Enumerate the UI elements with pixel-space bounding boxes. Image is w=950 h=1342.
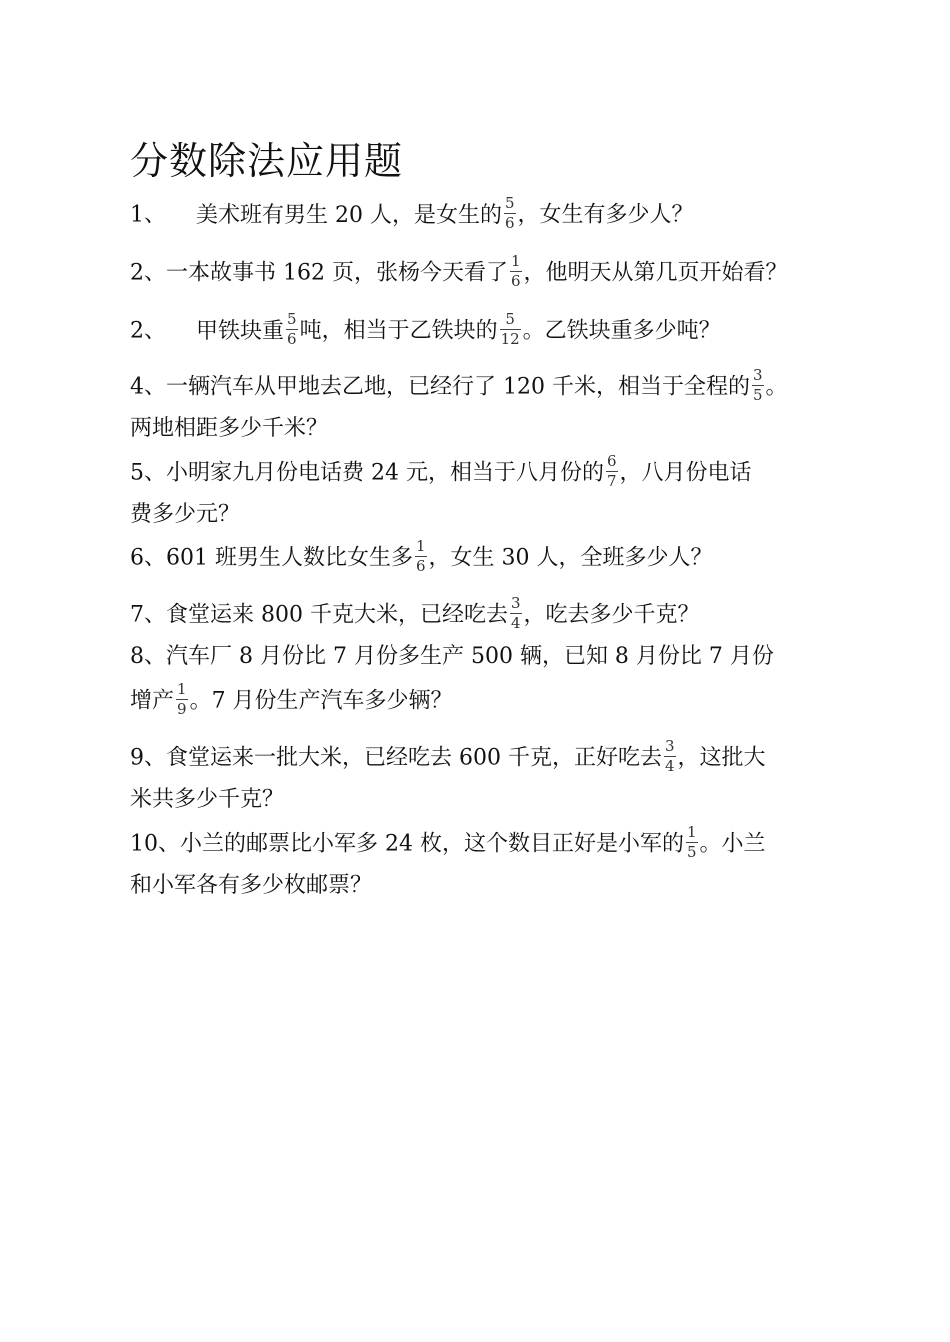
question-9 (130, 737, 766, 777)
fraction-3-5 (752, 367, 764, 404)
question-6-text-a: 6、601 班男生人数比女生多 (130, 545, 413, 571)
question-5-continued: 费多少元？ (130, 502, 241, 527)
question-3-text-a: 甲铁块重 (196, 318, 285, 344)
fraction-1-5 (686, 824, 698, 861)
question-10-text-b: 。小兰 (699, 831, 766, 857)
fraction-denominator: 12 (500, 330, 520, 348)
question-6 (130, 537, 713, 577)
fraction-1-6 (415, 538, 427, 575)
question-3-number: 2、 (130, 318, 166, 344)
fraction-denominator: 7 (606, 472, 617, 490)
fraction-numerator: 1 (510, 252, 521, 270)
fraction-numerator: 1 (415, 537, 426, 555)
fraction-numerator: 1 (686, 823, 697, 841)
question-2-text-a: 2、一本故事书 162 页，张杨今天看了 (130, 260, 508, 286)
question-4-continued: 两地相距多少千米？ (130, 416, 329, 441)
question-1-text-a: 美术班有男生 20 人，是女生的 (196, 202, 502, 228)
question-3-text-c: 。乙铁块重多少吨？ (522, 318, 721, 344)
question-1 (130, 194, 694, 234)
question-4-text-b: 。 (765, 374, 788, 400)
fraction-denominator: 4 (510, 614, 521, 632)
question-2 (130, 252, 788, 292)
fraction-numerator: 5 (504, 194, 515, 212)
fraction-numerator: 5 (287, 310, 297, 328)
question-3 (130, 310, 721, 350)
question-1-number: 1、 (130, 202, 166, 228)
question-1-text-b: ，女生有多少人？ (517, 202, 694, 228)
fraction-1-6 (510, 253, 522, 290)
fraction-denominator: 6 (287, 330, 297, 348)
question-5-text-a: 5、小明家九月份电话费 24 元，相当于八月份的 (130, 460, 604, 486)
fraction-3-4 (510, 595, 522, 632)
question-10 (130, 823, 766, 863)
question-2-text-b: ，他明天从第几页开始看？ (523, 260, 788, 286)
question-8-text-c: 。7 月份生产汽车多少辆？ (189, 688, 453, 714)
fraction-numerator: 3 (664, 737, 675, 755)
fraction-denominator: 6 (415, 557, 426, 575)
question-5 (130, 452, 752, 492)
fraction-denominator: 9 (177, 700, 187, 718)
question-8-continued (130, 680, 453, 720)
question-4 (130, 366, 788, 406)
fraction-denominator: 6 (504, 214, 515, 232)
fraction-numerator: 3 (752, 366, 763, 384)
question-7 (130, 594, 700, 634)
fraction-denominator: 6 (510, 272, 521, 290)
question-7-text-a: 7、食堂运来 800 千克大米，已经吃去 (130, 602, 508, 628)
fraction-numerator: 6 (606, 452, 617, 470)
fraction-denominator: 5 (686, 843, 697, 861)
fraction-6-7 (606, 453, 618, 490)
fraction-numerator: 1 (177, 680, 187, 698)
fraction-denominator: 4 (664, 757, 675, 775)
question-9-text-b: ，这批大 (677, 745, 766, 771)
question-3-text-b: 吨，相当于乙铁块的 (299, 318, 498, 344)
fraction-numerator: 3 (510, 594, 521, 612)
question-4-text-a: 4、一辆汽车从甲地去乙地，已经行了 120 千米，相当于全程的 (130, 374, 750, 400)
fraction-denominator: 5 (752, 386, 763, 404)
question-8: 8、汽车厂 8 月份比 7 月份多生产 500 辆，已知 8 月份比 7 月份 (130, 644, 774, 669)
question-6-text-b: ，女生 30 人，全班多少人？ (428, 545, 713, 571)
fraction-5-6 (504, 195, 516, 232)
question-7-text-b: ，吃去多少千克？ (523, 602, 700, 628)
page-title: 分数除法应用题 (130, 139, 404, 183)
question-9-text-a: 9、食堂运来一批大米，已经吃去 600 千克，正好吃去 (130, 745, 662, 771)
question-10-continued: 和小军各有多少枚邮票？ (130, 873, 373, 898)
fraction-5-6 (286, 311, 298, 348)
fraction-5-12 (500, 311, 521, 348)
fraction-1-9 (176, 681, 188, 718)
fraction-3-4 (664, 738, 676, 775)
fraction-numerator: 5 (505, 310, 515, 328)
question-9-continued: 米共多少千克？ (130, 787, 285, 812)
question-5-text-b: ，八月份电话 (619, 460, 752, 486)
question-10-text-a: 10、小兰的邮票比小军多 24 枚，这个数目正好是小军的 (130, 831, 684, 857)
question-8-text-b: 增产 (130, 688, 175, 714)
